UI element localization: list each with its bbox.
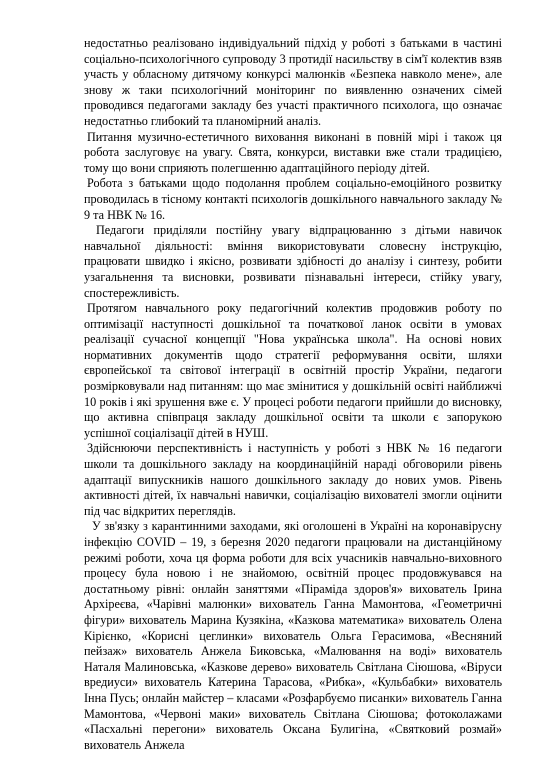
paragraph-continuity: Протягом навчального року педагогічний колектив продовжив роботу по оптимізації наступності дошкільної та початкової ланок освіти в умовах реалізації сучасної концепції "Нова українська школа". На основі нових нормативних документів щодо стратегії реформування освіти, шляхи європейської та світової інтеграції в освітній простір України, педагоги розмірковували над питанням: що має змінитися у дошкільній освіті найближчі 10 років і які зрушення вже є. У процесі роботи педагоги прийшли до висновку, що активна співпраця закладу дошкільної освіти та школи є запорукою успішної соціалізації дітей в НУШ. (84, 301, 502, 440)
paragraph-nvk-coordination: Здійснюючи перспективність і наступність у роботі з НВК № 16 педагоги школи та дошкільного закладу на координаційній нараді обговорили рівень адаптації випускників нашого дошкільного закладу до нових умов. Рівень активності дітей, їх навчальні навички, соціалізацію вихователі змогли оцінити під час відкритих переглядів. (84, 441, 502, 518)
paragraph-parents-work: Робота з батьками щодо подолання проблем соціально-емоційного розвитку проводилась в тісному контакті психологів дошкільного навчального закладу № 9 та НВК № 16. (84, 176, 502, 222)
paragraph-learning-skills: Педагоги приділяли постійну увагу відпрацюванню з дітьми навичок навчальної діяльності: вміння використовувати словесну інструкцію, працювати швидко і якісно, розвивати здібності до аналізу і синтезу, робити узагальнення та висновки, розвивати пізнавальні інтереси, стійку увагу, спостережливість. (84, 223, 502, 300)
document-page (84, 36, 502, 753)
paragraph-music-education: Питання музично-естетичного виховання виконані в повній мірі і також ця робота заслуговує на увагу. Свята, конкурси, виставки вже стали традицією, тому що вони сприяють полегшенню адаптаційного періоду дітей. (84, 129, 502, 175)
paragraph-quarantine: У зв'язку з карантинними заходами, які оголошені в Україні на коронавірусну інфекцію COVID – 19, з березня 2020 педагоги працювали на дистанційному режимі роботи, хоча ця форма роботи для всіх учасників навчально-виховного процесу була новою і не знайомою, освітній процес продовжувався на достатньому рівні: онлайн заняттями «Піраміда здоров'я» вихователь Ірина Архіреєва, «Чарівні малюнки» вихователь Ганна Мамонтова, «Геометричні фігури» вихователь Марина Кузякіна, «Казкова математика» вихователь Олена Кірієнко, «Корисні цеглинки» вихователь Ольга Герасимова, «Весняний пейзаж» вихователь Анжела Биковська, «Малювання на воді» вихователь Наталя Малиновська, «Казкове дерево» вихователь Світлана Сіюшова, «Віруси вредиуси» вихователь Катерина Тарасова, «Рибка», «Кульбабки» вихователь Інна Пусь; онлайн майстер – класами «Розфарбуємо писанки» вихователь Ганна Мамонтова, «Червоні маки» вихователь Світлана Сіюшова; фотоколажами «Пасхальні перегони» вихователь Оксана Булигіна, «Святковий розмай» вихователь Анжела (84, 519, 502, 752)
paragraph-individual-approach: недостатньо реалізовано індивідуальний підхід у роботі з батьками в частині соціально-психологічного супроводу 3 протидії насильству в сім'ї колектив взяв участь у обласному дитячому конкурсі малюнків «Безпека навколо мене», але знову ж таки психологічний моніторинг по виявленню означених сімей проводився педагогами закладу без участі практичного психолога, що означає недостатньо глибокий та планомірний аналіз. (84, 36, 502, 128)
